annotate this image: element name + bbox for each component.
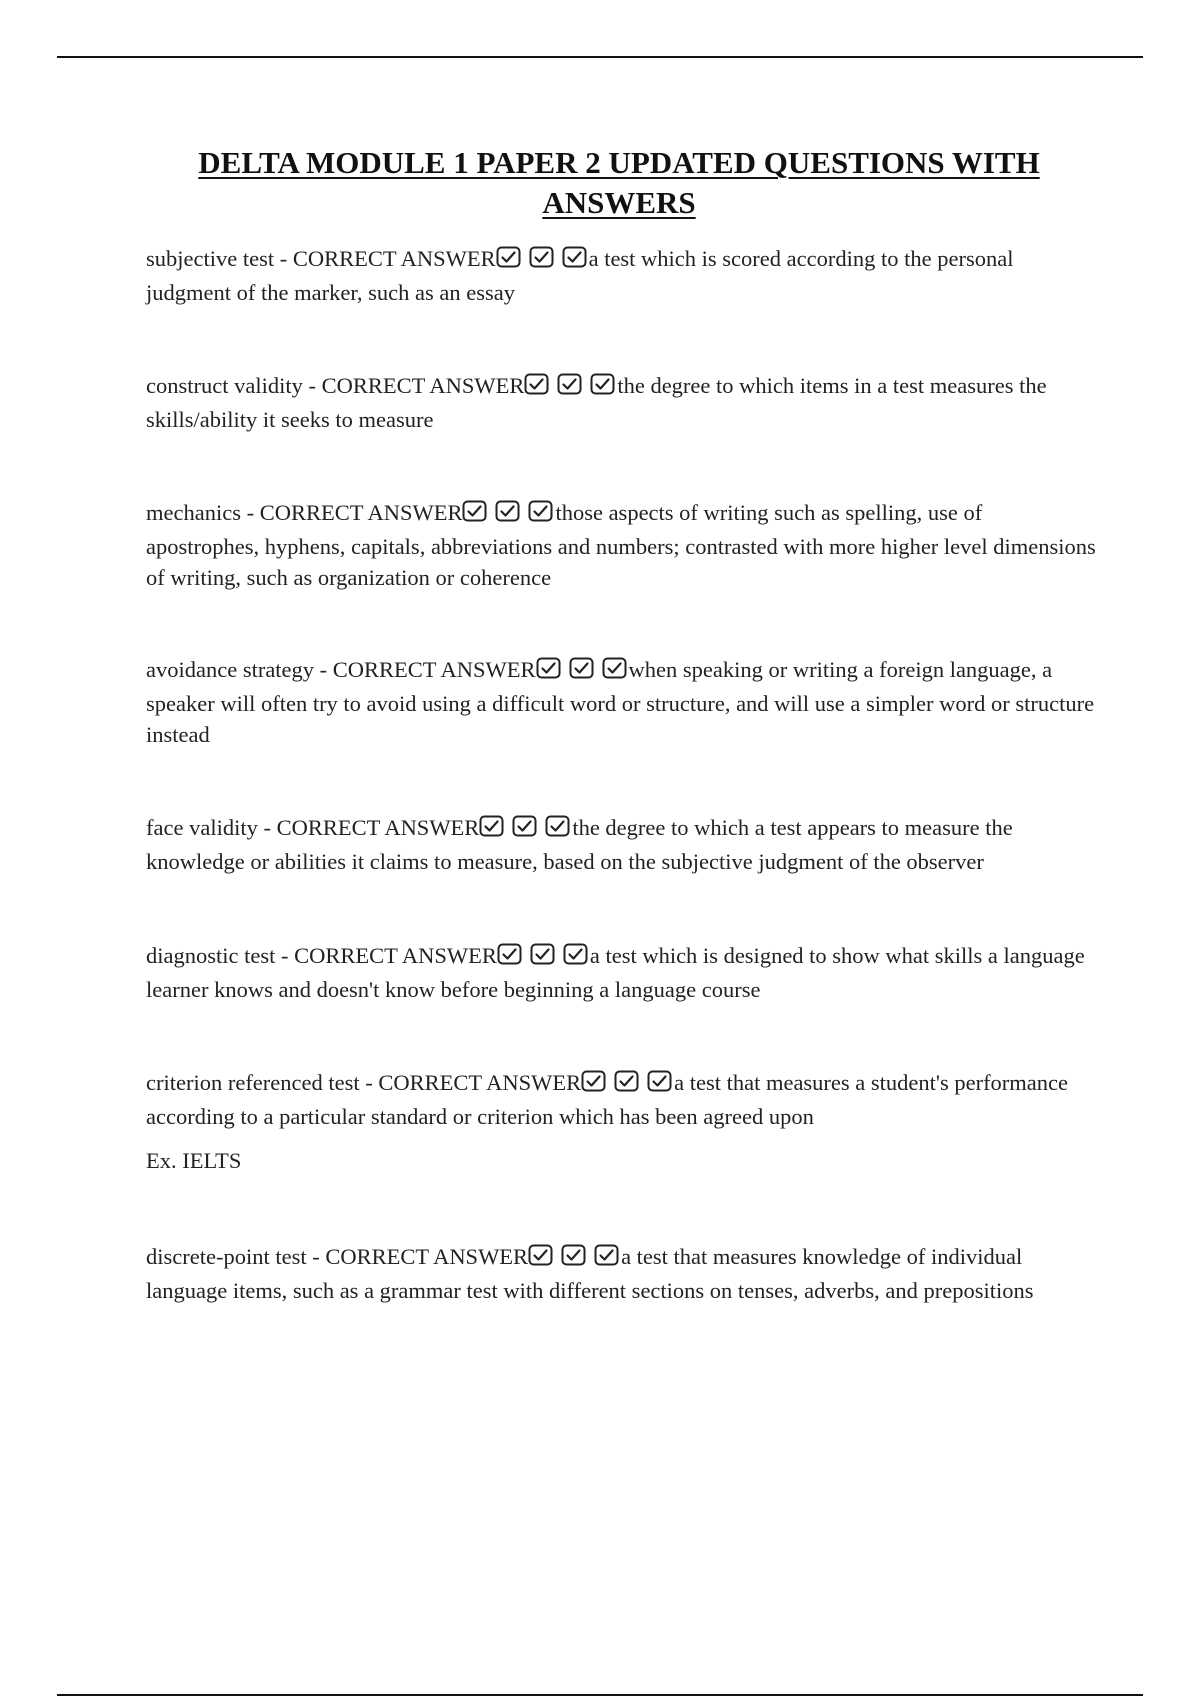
entry-definition: when speaking or writing a foreign language, a speaker will often try to avoid using a difficult word or structure, and will use a simpler word or structure instead: [146, 657, 1095, 747]
entry-definition: a test which is scored according to the personal judgment of the marker, such as an essay: [146, 246, 1014, 305]
bottom-rule: [57, 1694, 1143, 1696]
checkbox-checked-icon: [562, 246, 587, 268]
entry-definition: the degree to which items in a test measures the skills/ability it seeks to measure: [146, 373, 1047, 432]
qa-entry-construct-validity: [146, 370, 1096, 435]
entry-marker: - CORRECT ANSWER: [319, 657, 536, 682]
entry-definition: a test that measures a student's performance according to a particular standard or criterion which has been agreed upon: [146, 1070, 1069, 1129]
checkbox-checked-icon: [512, 815, 537, 837]
checkbox-checked-icon: [479, 815, 504, 837]
checkbox-checked-icon: [594, 1244, 619, 1266]
entry-marker: - CORRECT ANSWER: [263, 815, 480, 840]
entry-term: diagnostic test: [146, 943, 276, 968]
qa-entry-discrete-point-test: [146, 1241, 1096, 1306]
entry-term: mechanics: [146, 500, 241, 525]
entry-term: construct validity: [146, 373, 303, 398]
qa-entry-avoidance-strategy: [146, 654, 1096, 750]
qa-entry-mechanics: [146, 497, 1096, 593]
entry-definition: a test which is designed to show what skills a language learner knows and doesn't know before beginning a language course: [146, 943, 1085, 1002]
checkbox-checked-icon: [647, 1070, 672, 1092]
qa-entry-criterion-referenced-test: [146, 1067, 1096, 1176]
checkbox-checked-icon: [563, 943, 588, 965]
check-group: [496, 246, 589, 277]
qa-entry-face-validity: [146, 812, 1096, 877]
entry-definition: those aspects of writing such as spelling, use of apostrophes, hyphens, capitals, abbreviations and numbers; contrasted with more higher level dimensions of writing, such as organization or coherence: [146, 500, 1096, 590]
document-title: DELTA MODULE 1 PAPER 2 UPDATED QUESTIONS WITH ANSWERS: [198, 145, 1040, 220]
qa-entry-subjective-test: [146, 243, 1096, 308]
check-group: [462, 500, 555, 531]
checkbox-checked-icon: [536, 657, 561, 679]
checkbox-checked-icon: [528, 1244, 553, 1266]
checkbox-checked-icon: [581, 1070, 606, 1092]
checkbox-checked-icon: [545, 815, 570, 837]
checkbox-checked-icon: [530, 943, 555, 965]
checkbox-checked-icon: [561, 1244, 586, 1266]
check-group: [581, 1070, 674, 1101]
entry-marker: - CORRECT ANSWER: [308, 373, 525, 398]
checkbox-checked-icon: [497, 943, 522, 965]
checkbox-checked-icon: [569, 657, 594, 679]
checkbox-checked-icon: [495, 500, 520, 522]
top-rule: [57, 56, 1143, 58]
entry-term: subjective test: [146, 246, 275, 271]
check-group: [536, 657, 629, 688]
entry-term: discrete-point test: [146, 1244, 307, 1269]
entry-marker: - CORRECT ANSWER: [246, 500, 463, 525]
checkbox-checked-icon: [524, 373, 549, 395]
checkbox-checked-icon: [528, 500, 553, 522]
check-group: [528, 1244, 621, 1275]
entry-definition: the degree to which a test appears to measure the knowledge or abilities it claims to measure, based on the subjective judgment of the observer: [146, 815, 1013, 874]
checkbox-checked-icon: [529, 246, 554, 268]
entry-term: avoidance strategy: [146, 657, 315, 682]
qa-entry-diagnostic-test: [146, 940, 1096, 1005]
entry-marker: - CORRECT ANSWER: [312, 1244, 529, 1269]
entry-marker: - CORRECT ANSWER: [280, 943, 497, 968]
entry-example: Ex. IELTS: [146, 1148, 242, 1173]
checkbox-checked-icon: [557, 373, 582, 395]
check-group: [524, 373, 617, 404]
checkbox-checked-icon: [496, 246, 521, 268]
entry-definition: a test that measures knowledge of individual language items, such as a grammar test with different sections on tenses, adverbs, and prepositions: [146, 1244, 1034, 1303]
checkbox-checked-icon: [590, 373, 615, 395]
entry-term: criterion referenced test: [146, 1070, 360, 1095]
checkbox-checked-icon: [602, 657, 627, 679]
checkbox-checked-icon: [614, 1070, 639, 1092]
entry-marker: - CORRECT ANSWER: [279, 246, 496, 271]
entry-marker: - CORRECT ANSWER: [365, 1070, 582, 1095]
entry-term: face validity: [146, 815, 258, 840]
checkbox-checked-icon: [462, 500, 487, 522]
check-group: [479, 815, 572, 846]
check-group: [497, 943, 590, 974]
